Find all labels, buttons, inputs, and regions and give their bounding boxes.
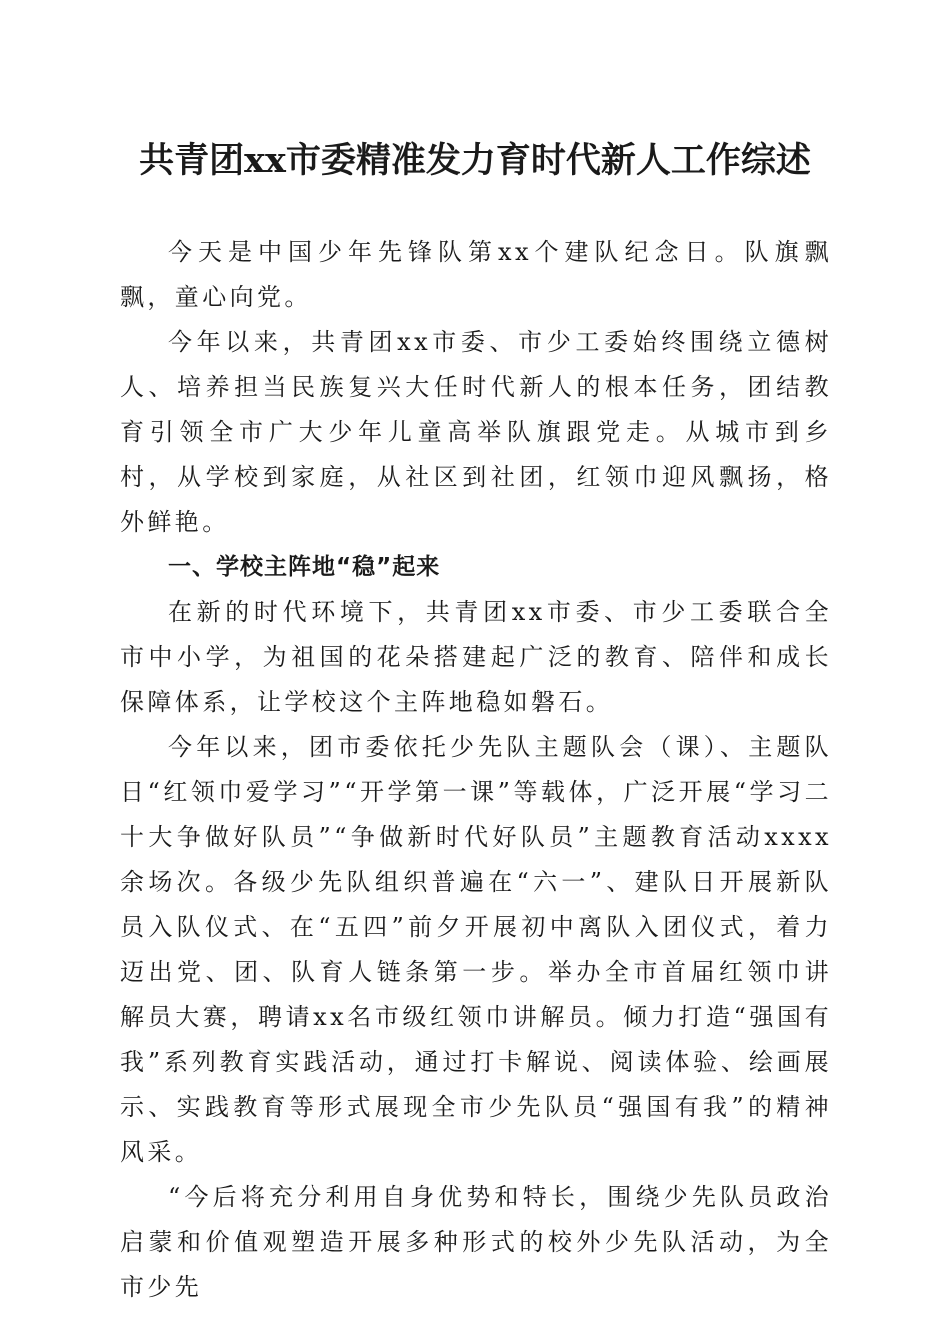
paragraph-section1-intro: 在新的时代环境下，共青团xx市委、市少工委联合全市中小学，为祖国的花朵搭建起广泛的教育、陪伴和成长保障体系，让学校这个主阵地稳如磐石。	[120, 598, 832, 716]
paragraph-section1-quote: “今后将充分利用自身优势和特长，围绕少先队员政治启蒙和价值观塑造开展多种形式的校外少先队活动，为全市少先	[120, 1183, 832, 1301]
paragraph-overview: 今年以来，共青团xx市委、市少工委始终围绕立德树人、培养担当民族复兴大任时代新人的根本任务，团结教育引领全市广大少年儿童高举队旗跟党走。从城市到乡村，从学校到家庭，从社区到社团，红领巾迎风飘扬，格外鲜艳。	[120, 328, 832, 536]
document-title: 共青团xx市委精准发力育时代新人工作综述	[139, 140, 811, 181]
section-heading-1: 一、学校主阵地“稳”起来	[168, 554, 441, 580]
paragraph-intro: 今天是中国少年先锋队第xx个建队纪念日。队旗飘飘，童心向党。	[120, 238, 832, 311]
paragraph-section1-activities: 今年以来，团市委依托少先队主题队会（课）、主题队日“红领巾爱学习”“开学第一课”等载体，广泛开展“学习二十大争做好队员”“争做新时代好队员”主题教育活动xxxx余场次。各级少先队组织普遍在“六一”、建队日开展新队员入队仪式、在“五四”前夕开展初中离队入团仪式，着力迈出党、团、队育人链条第一步。举办全市首届红领巾讲解员大赛，聘请xx名市级红领巾讲解员。倾力打造“强国有我”系列教育实践活动，通过打卡解说、阅读体验、绘画展示、实践教育等形式展现全市少先队员“强国有我”的精神风采。	[120, 733, 832, 1166]
document-body	[120, 230, 832, 1310]
